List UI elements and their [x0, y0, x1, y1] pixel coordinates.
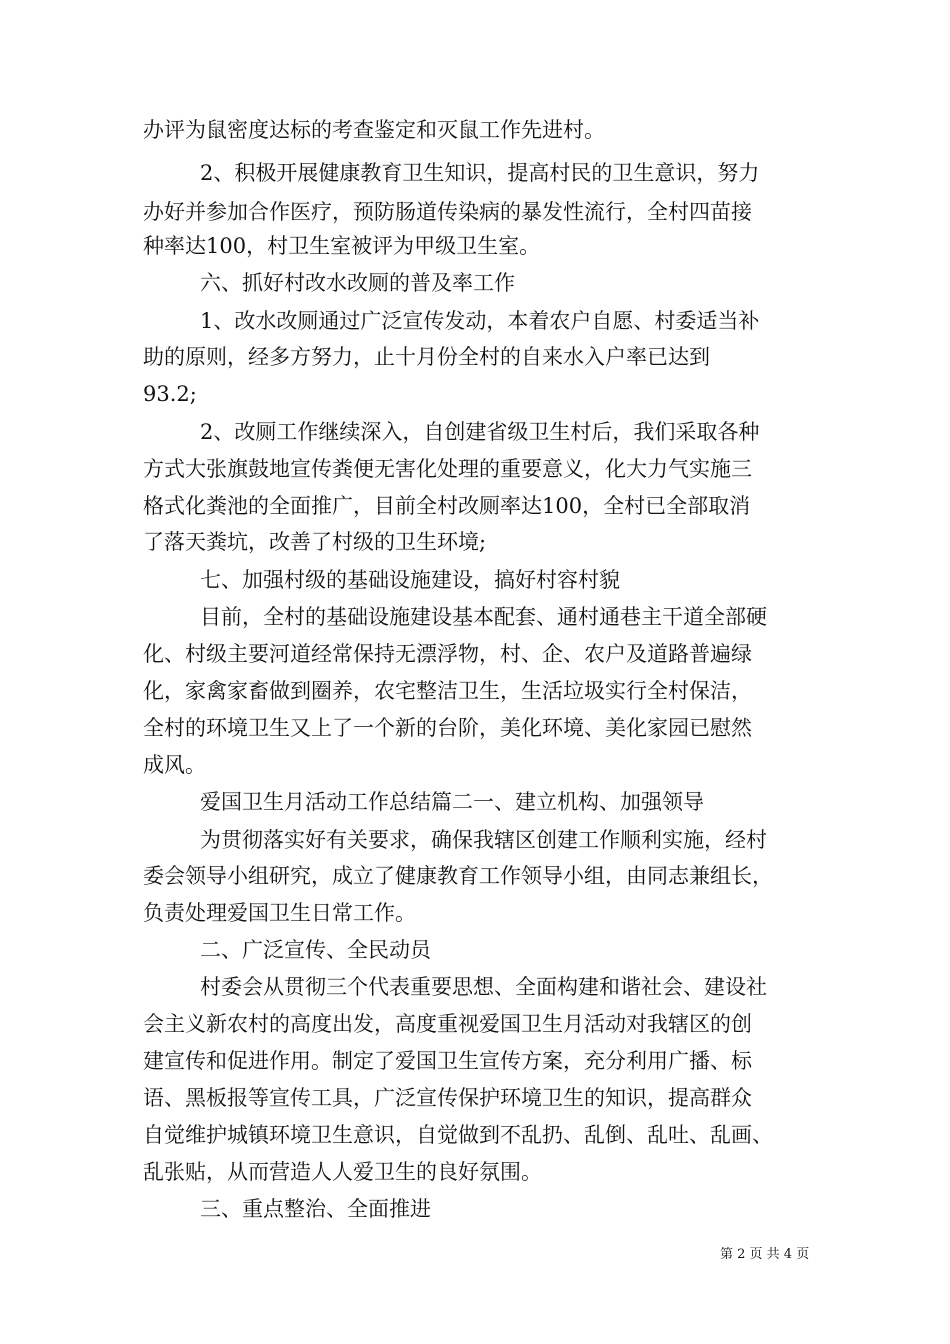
text-line: 化，家禽家畜做到圈养，农宅整洁卫生，生活垃圾实行全村保洁，: [143, 679, 752, 703]
page-number: 第 2 页 共 4 页: [720, 1247, 810, 1262]
text-line: 语、黑板报等宣传工具，广泛宣传保护环境卫生的知识，提高群众: [143, 1086, 752, 1110]
text-line: 2、积极开展健康教育卫生知识，提高村民的卫生意识，努力: [200, 161, 760, 185]
section-heading: 六、抓好村改水改厕的普及率工作: [200, 271, 515, 295]
text-line: 助的原则，经多方努力，止十月份全村的自来水入户率已达到: [143, 345, 710, 369]
section-heading: 爱国卫生月活动工作总结篇二一、建立机构、加强领导: [200, 790, 704, 814]
text-line: 方式大张旗鼓地宣传粪便无害化处理的重要意义，化大力气实施三: [143, 457, 752, 481]
text-line: 2、改厕工作继续深入，自创建省级卫生村后，我们采取各种: [200, 420, 760, 444]
text-line: 全村的环境卫生又上了一个新的台阶，美化环境、美化家园已慰然: [143, 716, 752, 740]
text-line: 了落天粪坑，改善了村级的卫生环境;: [143, 530, 487, 554]
section-heading: 七、加强村级的基础设施建设，搞好村容村貌: [200, 568, 620, 592]
text-line: 种率达100，村卫生室被评为甲级卫生室。: [143, 234, 541, 258]
text-line: 建宣传和促进作用。制定了爱国卫生宣传方案，充分利用广播、标: [143, 1049, 752, 1073]
text-line: 格式化粪池的全面推广，目前全村改厕率达100，全村已全部取消: [143, 494, 751, 518]
text-line: 自觉维护城镇环境卫生意识，自觉做到不乱扔、乱倒、乱吐、乱画、: [143, 1123, 773, 1147]
text-line: 委会领导小组研究，成立了健康教育工作领导小组，由同志兼组长，: [143, 864, 773, 888]
text-line: 93.2;: [143, 382, 197, 406]
text-line: 会主义新农村的高度出发，高度重视爱国卫生月活动对我辖区的创: [143, 1012, 752, 1036]
text-line: 成风。: [143, 753, 206, 777]
text-line: 村委会从贯彻三个代表重要思想、全面构建和谐社会、建设社: [200, 975, 767, 999]
text-line: 目前，全村的基础设施建设基本配套、通村通巷主干道全部硬: [200, 605, 767, 629]
text-line: 化、村级主要河道经常保持无漂浮物，村、企、农户及道路普遍绿: [143, 642, 752, 666]
section-heading: 二、广泛宣传、全民动员: [200, 938, 431, 962]
text-line: 1、改水改厕通过广泛宣传发动，本着农户自愿、村委适当补: [200, 309, 760, 333]
text-line: 为贯彻落实好有关要求，确保我辖区创建工作顺利实施，经村: [200, 828, 767, 852]
text-line: 办评为鼠密度达标的考查鉴定和灭鼠工作先进村。: [143, 118, 605, 142]
text-line: 办好并参加合作医疗，预防肠道传染病的暴发性流行，全村四苗接: [143, 200, 752, 224]
text-line: 负责处理爱国卫生日常工作。: [143, 901, 416, 925]
text-line: 乱张贴，从而营造人人爱卫生的良好氛围。: [143, 1160, 542, 1184]
section-heading: 三、重点整治、全面推进: [200, 1197, 431, 1221]
